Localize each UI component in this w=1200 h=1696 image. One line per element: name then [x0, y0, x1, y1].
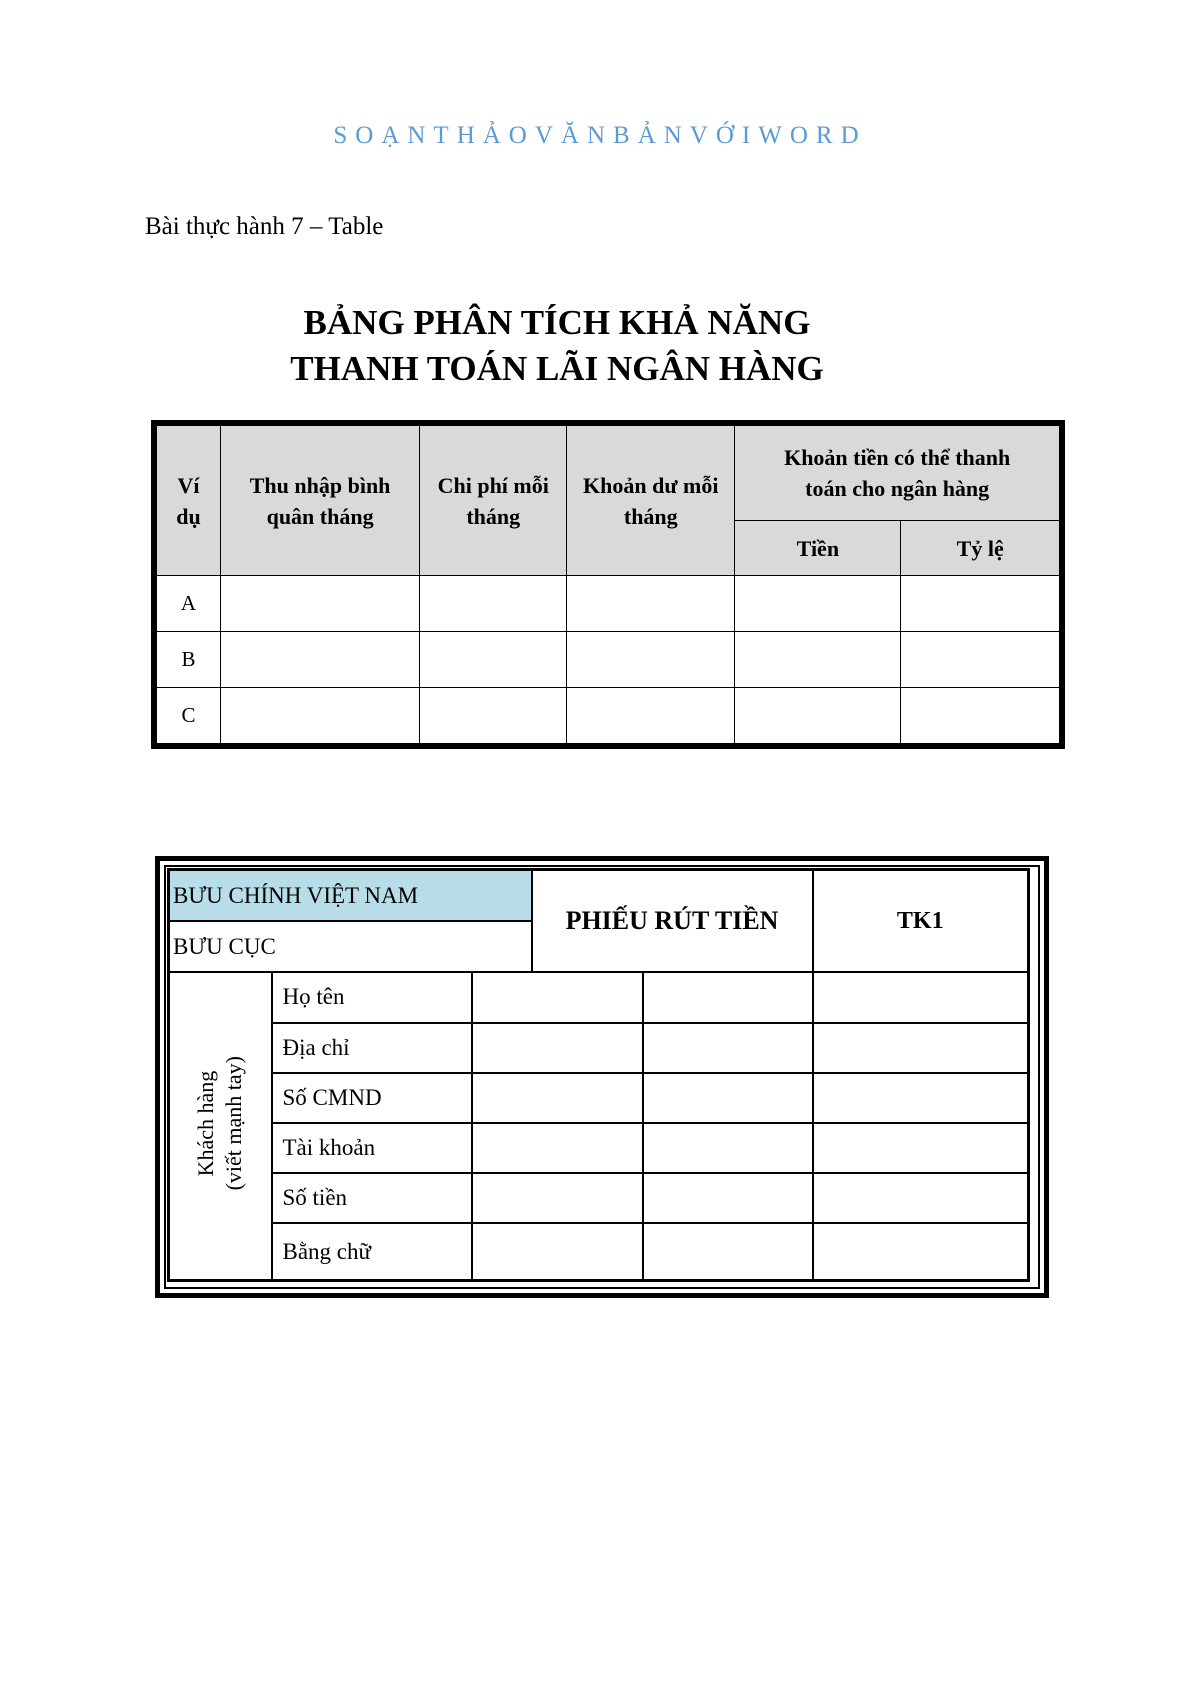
- field-input[interactable]: [472, 972, 643, 1022]
- table-cell[interactable]: [567, 576, 735, 632]
- table-cell[interactable]: [220, 576, 419, 632]
- field-input[interactable]: [813, 972, 1029, 1022]
- table-cell[interactable]: [901, 576, 1062, 632]
- table-cell[interactable]: [901, 632, 1062, 688]
- post-office: BƯU CỤC: [169, 921, 532, 972]
- title-line-1: BẢNG PHÂN TÍCH KHẢ NĂNG: [303, 303, 811, 342]
- field-input[interactable]: [643, 1123, 813, 1173]
- table-cell[interactable]: [420, 632, 567, 688]
- exercise-subtitle: Bài thực hành 7 – Table: [145, 213, 384, 240]
- field-input[interactable]: [813, 1123, 1029, 1173]
- org-name: BƯU CHÍNH VIỆT NAM: [169, 870, 532, 922]
- header-income: Thu nhập bình quân tháng: [220, 423, 419, 576]
- withdrawal-slip-table: [167, 868, 1030, 1282]
- header-payable: Khoản tiền có thể thanh toán cho ngân hàng: [735, 423, 1062, 521]
- field-account-label: Tài khoản: [272, 1123, 472, 1173]
- field-input[interactable]: [813, 1173, 1029, 1223]
- field-input[interactable]: [643, 1223, 813, 1280]
- field-input[interactable]: [472, 1223, 643, 1280]
- row-label: A: [154, 576, 220, 632]
- table-cell[interactable]: [220, 632, 419, 688]
- table-cell[interactable]: [735, 632, 901, 688]
- table-cell[interactable]: [220, 688, 419, 746]
- field-input[interactable]: [472, 1123, 643, 1173]
- field-words-label: Bằng chữ: [272, 1223, 472, 1280]
- analysis-table: [151, 420, 1065, 749]
- header-surplus: Khoản dư mỗi tháng: [567, 423, 735, 576]
- customer-label: Khách hàng (viết mạnh tay): [169, 972, 272, 1280]
- table-cell[interactable]: [735, 576, 901, 632]
- table-cell[interactable]: [567, 688, 735, 746]
- slip-code: TK1: [813, 870, 1029, 973]
- title-line-2: THANH TOÁN LÃI NGÂN HÀNG: [290, 349, 824, 388]
- header-amount: Tiền: [735, 521, 901, 576]
- header-line: SOẠNTHẢOVĂNBẢNVỚIWORD: [333, 122, 867, 149]
- field-input[interactable]: [643, 1173, 813, 1223]
- table-cell[interactable]: [901, 688, 1062, 746]
- table-cell[interactable]: [735, 688, 901, 746]
- table-row: [154, 632, 1062, 688]
- row-label: B: [154, 632, 220, 688]
- table-cell[interactable]: [567, 632, 735, 688]
- slip-title: PHIẾU RÚT TIỀN: [532, 870, 813, 973]
- field-id-label: Số CMND: [272, 1073, 472, 1123]
- table-row: [154, 576, 1062, 632]
- field-input[interactable]: [472, 1023, 643, 1073]
- table-row: [154, 688, 1062, 746]
- header-expense: Chi phí mỗi tháng: [420, 423, 567, 576]
- row-label: C: [154, 688, 220, 746]
- field-input[interactable]: [813, 1073, 1029, 1123]
- field-input[interactable]: [813, 1223, 1029, 1280]
- field-address-label: Địa chỉ: [272, 1023, 472, 1073]
- table-cell[interactable]: [420, 688, 567, 746]
- withdrawal-slip: [155, 856, 1049, 1298]
- field-input[interactable]: [472, 1073, 643, 1123]
- header-ratio: Tỷ lệ: [901, 521, 1062, 576]
- page-title: [0, 300, 1114, 392]
- field-input[interactable]: [643, 1023, 813, 1073]
- field-input[interactable]: [472, 1173, 643, 1223]
- field-input[interactable]: [643, 972, 813, 1022]
- field-amount-label: Số tiền: [272, 1173, 472, 1223]
- table-cell[interactable]: [420, 576, 567, 632]
- header-example: Ví dụ: [154, 423, 220, 576]
- field-input[interactable]: [643, 1073, 813, 1123]
- field-input[interactable]: [813, 1023, 1029, 1073]
- field-name-label: Họ tên: [272, 972, 472, 1022]
